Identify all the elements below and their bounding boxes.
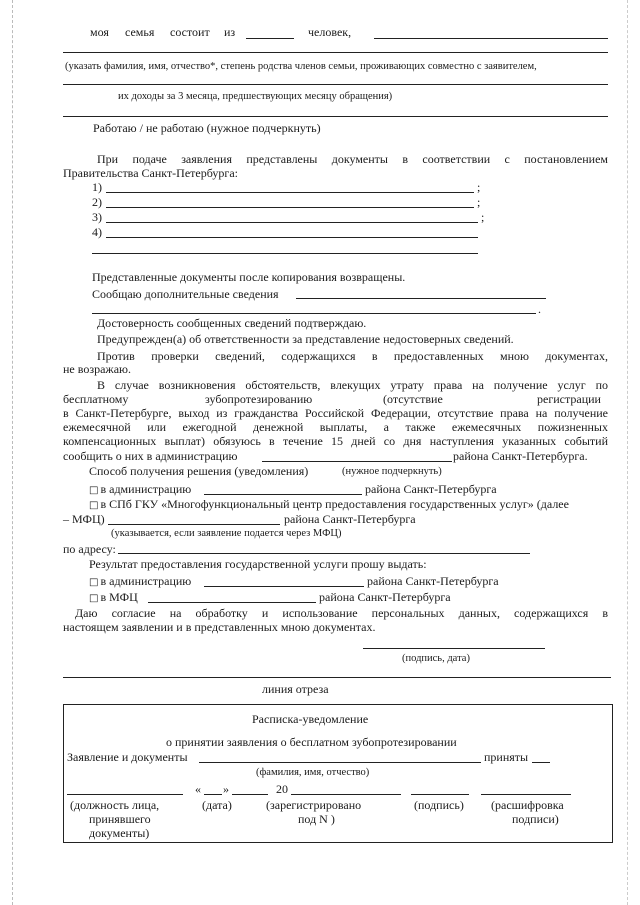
result-option-admin[interactable] xyxy=(89,574,191,590)
family-members-blank[interactable] xyxy=(374,38,608,39)
result-title: Результат предоставления государственной услуги прошу выдать: xyxy=(89,557,427,571)
receipt-reg-field[interactable] xyxy=(291,794,401,795)
method-option-admin[interactable] xyxy=(89,482,191,498)
additional-info-field-2[interactable] xyxy=(92,313,536,314)
col-registered-2: под N ) xyxy=(298,812,335,826)
family-income-blank[interactable] xyxy=(63,84,608,85)
cut-line xyxy=(63,677,611,678)
method-title: Способ получения решения (уведомления) xyxy=(89,464,309,478)
case-line-2a: бесплатному xyxy=(63,392,129,406)
method-note: (нужное подчеркнуть) xyxy=(342,466,442,477)
doc-item-4-num: 4) xyxy=(92,225,102,239)
result-mfc-field[interactable] xyxy=(148,602,316,603)
checkbox-icon[interactable]: □ xyxy=(89,577,99,588)
doc-item-2-field[interactable] xyxy=(106,207,474,208)
col-position-1: (должность лица, xyxy=(70,798,160,812)
family-members-blank-2[interactable] xyxy=(63,52,608,53)
case-line-5: компенсационных выплат) обязуюсь в течение 15 дней со дня наступления указанных событий xyxy=(63,434,608,448)
checkbox-icon[interactable]: □ xyxy=(89,593,99,604)
col-position-3: документы) xyxy=(89,826,150,840)
receipt-sign-field[interactable] xyxy=(411,794,469,795)
family-word-5: человек, xyxy=(308,25,352,39)
receipt-applicant-field[interactable] xyxy=(199,762,481,763)
method-admin-label: в администрацию xyxy=(100,482,192,496)
address-label: по адресу: xyxy=(63,542,116,556)
consent-1: Даю согласие на обработку и использование персональных данных, содержащихся в xyxy=(75,606,608,620)
work-status[interactable]: Работаю / не работаю (нужное подчеркнуть) xyxy=(93,121,321,135)
quote-close: » xyxy=(223,782,229,796)
result-mfc-district: района Санкт-Петербурга xyxy=(319,590,451,604)
method-mfc-note: (указывается, если заявление подается через МФЦ) xyxy=(111,528,342,539)
family-word-1: моя xyxy=(90,25,109,39)
no-objection-1: Против проверки сведений, содержащихся в предоставленных мною документах, xyxy=(97,349,608,363)
case-line-2d: регистрации xyxy=(537,392,601,406)
scan-edge-left xyxy=(12,0,13,905)
case-line-1: В случае возникновения обстоятельств, влекущих утрату права на получение услуг по xyxy=(97,378,608,392)
family-hint-1: (указать фамилия, имя, отчество*, степень родства членов семьи, проживающих совместно с заявителем, xyxy=(65,61,537,72)
result-admin-district: района Санкт-Петербурга xyxy=(367,574,499,588)
cut-line-label: линия отреза xyxy=(262,682,329,696)
method-option-mfc[interactable] xyxy=(89,497,569,513)
signature-caption: (подпись, дата) xyxy=(402,653,470,664)
scan-edge-right xyxy=(627,0,628,905)
additional-info-field[interactable] xyxy=(296,298,546,299)
case-line-3: в Санкт-Петербурге, выход из гражданства Российской Федерации, отсутствие права на получение xyxy=(63,406,608,420)
doc-item-2-num: 2) xyxy=(92,195,102,209)
family-hint-2: их доходы за 3 месяца, предшествующих месяцу обращения) xyxy=(118,91,393,102)
col-decode-1: (расшифровка xyxy=(491,798,564,812)
method-mfc-field[interactable] xyxy=(108,524,280,525)
method-mfc-label-2: – МФЦ) xyxy=(63,512,105,526)
family-word-2: семья xyxy=(125,25,155,39)
doc-item-3-field[interactable] xyxy=(106,222,478,223)
method-admin-field[interactable] xyxy=(204,494,362,495)
docs-returned: Представленные документы после копирования возвращены. xyxy=(92,270,406,284)
case-line-2b: зубопротезированию xyxy=(205,392,313,406)
family-word-3: состоит xyxy=(170,25,210,39)
result-option-mfc[interactable] xyxy=(89,590,138,606)
docs-intro-2: Правительства Санкт-Петербурга: xyxy=(63,166,238,180)
receipt-accepted: приняты xyxy=(484,750,529,764)
receipt-position-field[interactable] xyxy=(67,794,183,795)
method-mfc-label: в СПб ГКУ «Многофункциональный центр предоставления государственных услуг» (далее xyxy=(100,497,569,511)
case-line-4: ежемесячной или ежегодной денежной выплаты, а также ежемесячных пожизненных xyxy=(63,420,608,434)
method-admin-district: района Санкт-Петербурга xyxy=(365,482,497,496)
result-mfc-label: в МФЦ xyxy=(100,590,138,604)
address-field[interactable] xyxy=(118,553,530,554)
family-count-blank[interactable] xyxy=(246,38,294,39)
case-line-2c: (отсутствие xyxy=(383,392,443,406)
case-line-6b: района Санкт-Петербурга. xyxy=(453,449,588,463)
col-registered-1: (зарегистрировано xyxy=(266,798,362,812)
additional-info-label: Сообщаю дополнительные сведения xyxy=(92,287,279,301)
doc-item-1-num: 1) xyxy=(92,180,102,194)
checkbox-icon[interactable]: □ xyxy=(89,500,99,511)
receipt-title: Расписка-уведомление xyxy=(252,712,369,726)
doc-item-4-field[interactable] xyxy=(106,237,478,238)
case-admin-field[interactable] xyxy=(262,461,452,462)
signature-field[interactable] xyxy=(363,648,545,649)
col-position-2: принявшего xyxy=(89,812,151,826)
method-mfc-district: района Санкт-Петербурга xyxy=(284,512,416,526)
quote-open: « xyxy=(195,782,201,796)
no-objection-2: не возражаю. xyxy=(63,362,131,376)
docs-intro-1: При подаче заявления представлены документы в соответствии с постановлением xyxy=(97,152,608,166)
receipt-subtitle: о принятии заявления о бесплатном зубопротезировании xyxy=(166,735,457,749)
doc-item-3-semicolon: ; xyxy=(481,210,485,224)
consent-2: настоящем заявлении и в представленных мною документах. xyxy=(63,620,376,634)
result-admin-field[interactable] xyxy=(204,586,364,587)
checkbox-icon[interactable]: □ xyxy=(89,485,99,496)
receipt-fio-caption: (фамилия, имя, отчество) xyxy=(256,767,370,778)
receipt-year-prefix: 20 xyxy=(276,782,288,796)
warned-text: Предупрежден(а) об ответственности за представление недостоверных сведений. xyxy=(97,332,514,346)
doc-item-3-num: 3) xyxy=(92,210,102,224)
receipt-accepted-blank[interactable] xyxy=(532,762,550,763)
col-signature: (подпись) xyxy=(414,798,464,812)
doc-item-1-field[interactable] xyxy=(106,192,474,193)
receipt-day-field[interactable] xyxy=(204,794,222,795)
receipt-name-field[interactable] xyxy=(481,794,571,795)
col-date: (дата) xyxy=(202,798,232,812)
doc-item-2-semicolon: ; xyxy=(477,195,481,209)
additional-period: . xyxy=(538,302,541,316)
doc-item-1-semicolon: ; xyxy=(477,180,481,194)
case-line-6a: сообщить о них в администрацию xyxy=(63,449,238,463)
doc-item-5-field[interactable] xyxy=(92,253,478,254)
result-admin-label: в администрацию xyxy=(100,574,192,588)
family-word-4: из xyxy=(224,25,236,39)
col-decode-2: подписи) xyxy=(512,812,559,826)
receipt-docs-label: Заявление и документы xyxy=(67,750,188,764)
receipt-month-field[interactable] xyxy=(232,794,268,795)
confirm-text: Достоверность сообщенных сведений подтверждаю. xyxy=(97,316,367,330)
family-extra-blank[interactable] xyxy=(63,116,608,117)
